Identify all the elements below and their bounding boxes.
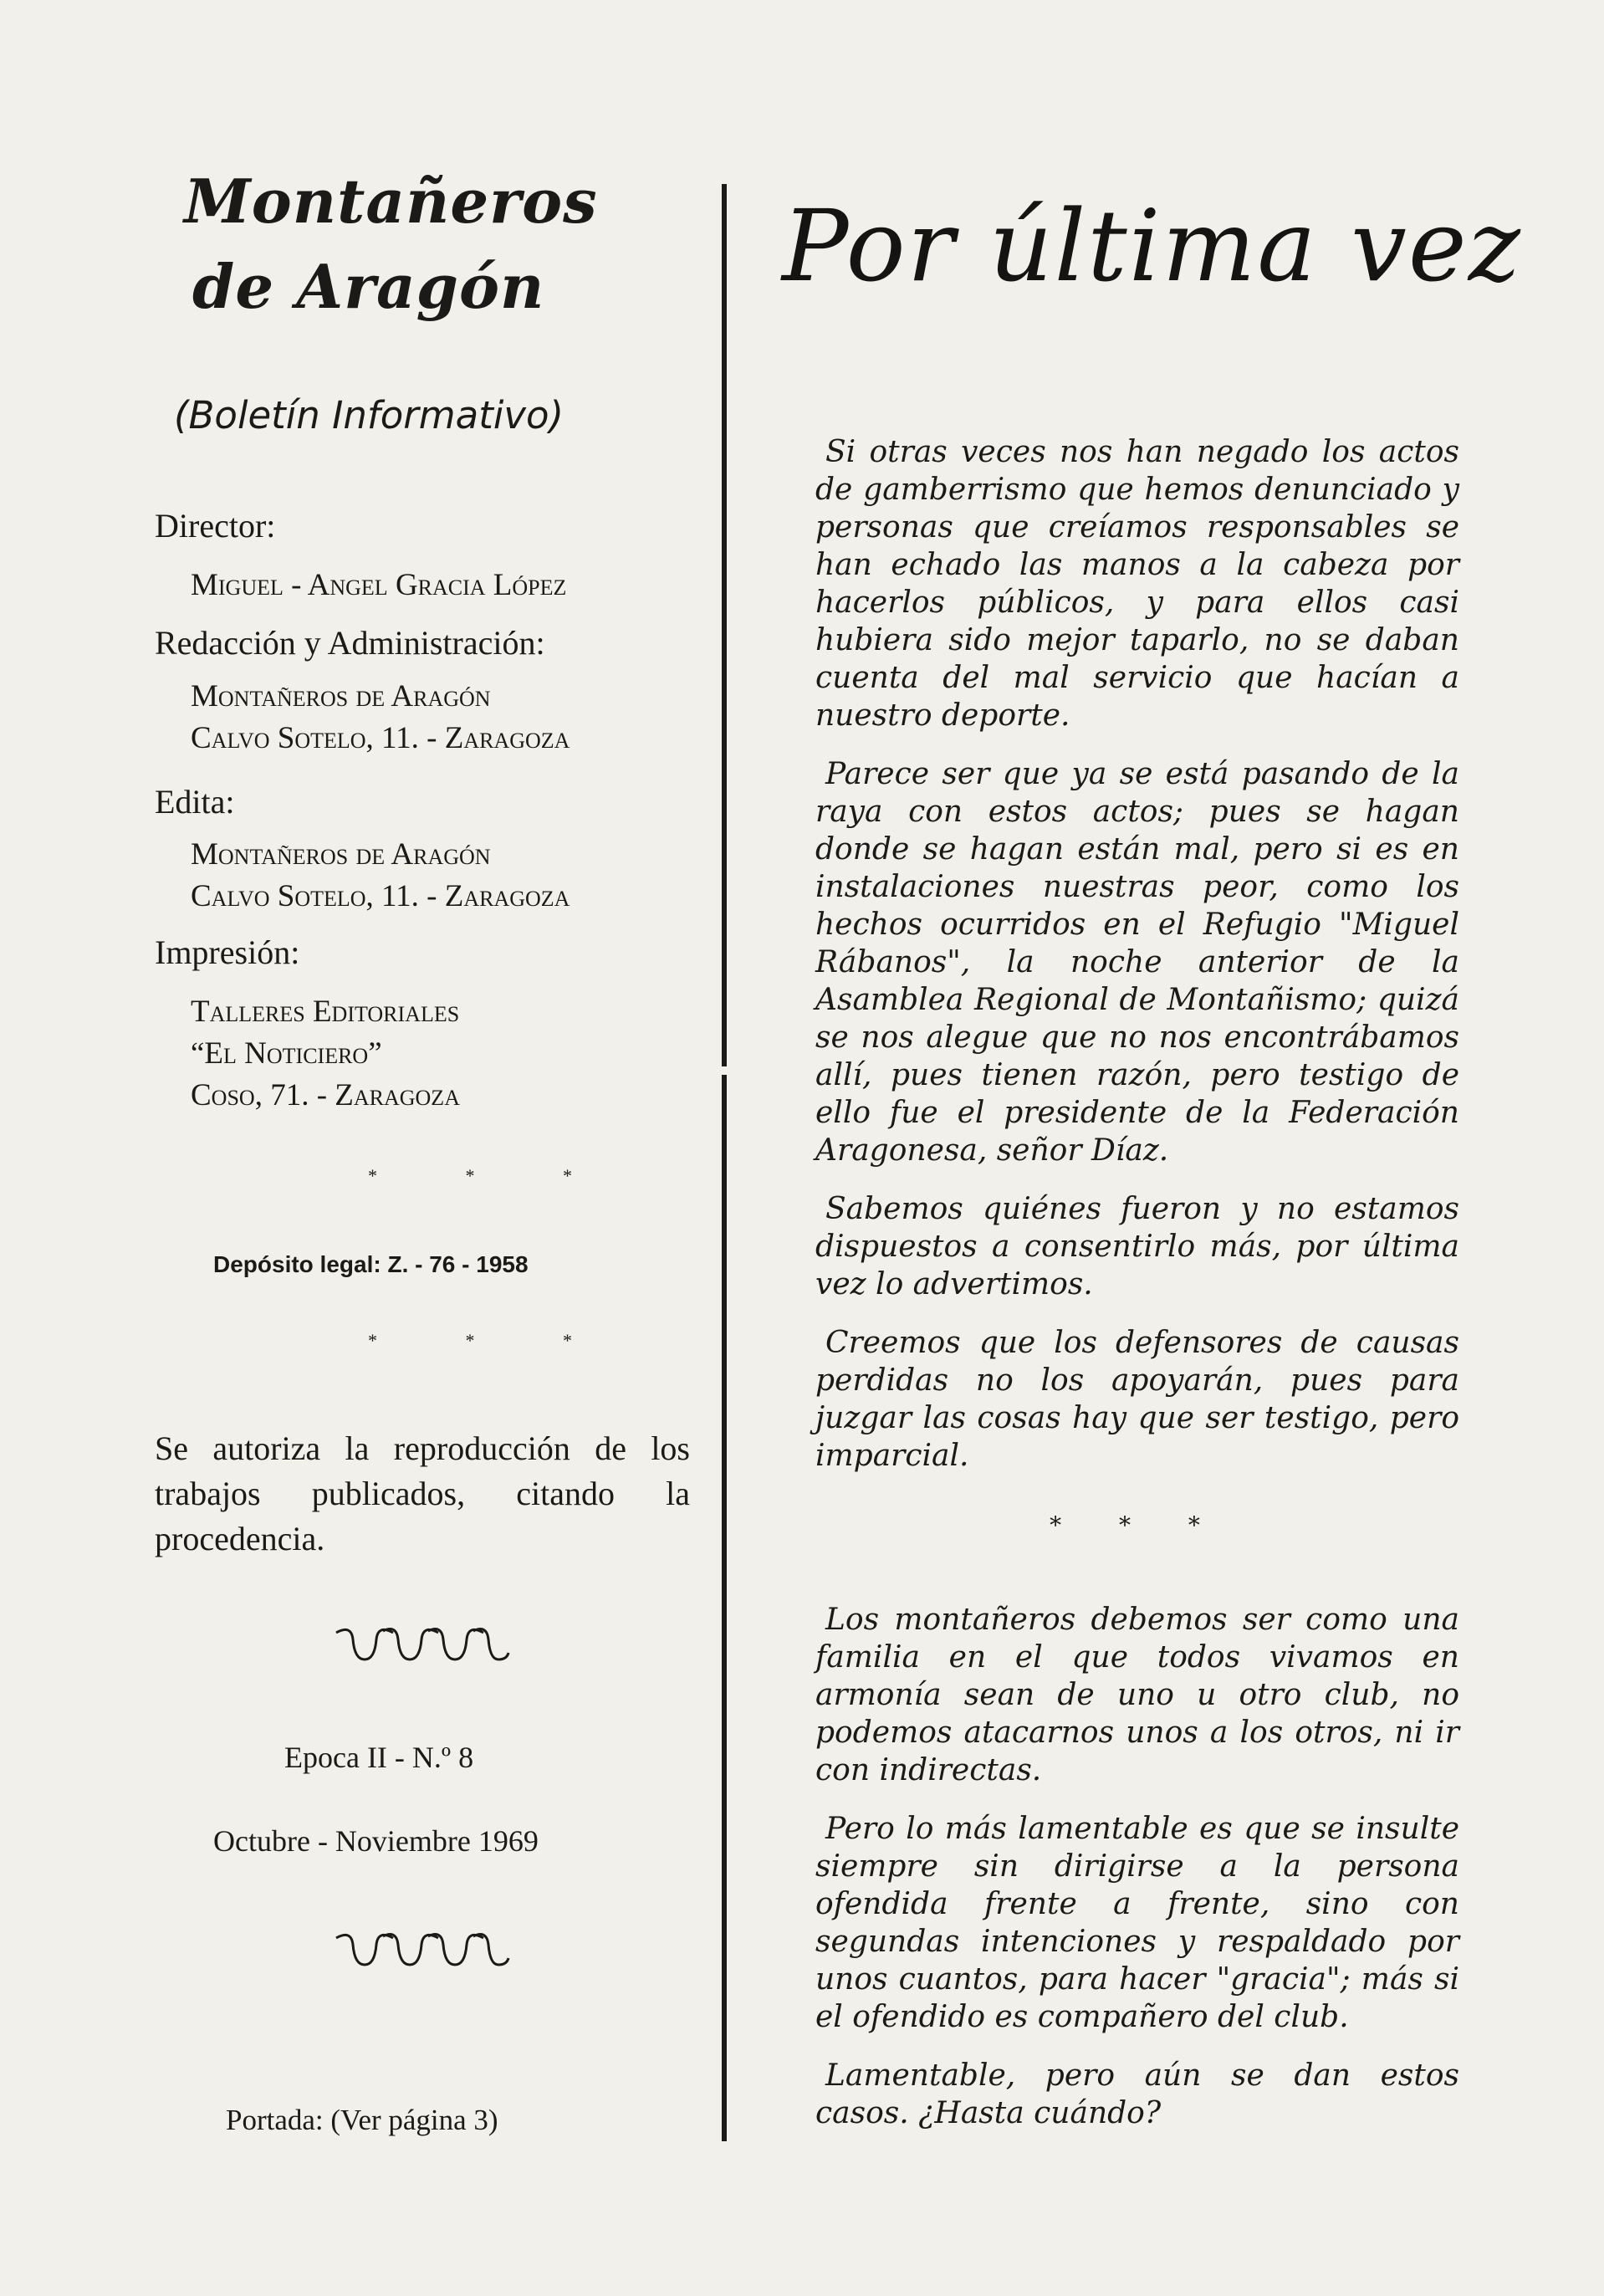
cover-note: Portada: (Ver página 3) — [226, 2104, 498, 2136]
article-body — [815, 433, 1459, 2153]
column-divider-bottom — [722, 1075, 727, 2141]
edita-label: Edita: — [155, 783, 235, 821]
reproduction-notice: Se autoriza la reproducción de los trabajos publicados, citando la procedencia. — [155, 1429, 690, 1557]
director-name: Miguel - Angel Gracia López — [191, 568, 567, 602]
article-paragraph: Sabemos quiénes fueron y no estamos dispuestos a consentirlo más, por última vez lo advertimos. — [815, 1192, 1459, 1301]
article-paragraph: Pero lo más lamentable es que se insulte siempre sin dirigirse a la persona ofendida frente a frente, sino con segundas intenciones y respaldado por unos cuantos, para hacer "gracia"; más si el ofendido es compañero del club. — [815, 1812, 1459, 2034]
director-label: Director: — [155, 507, 276, 545]
redaccion-address: Calvo Sotelo, 11. - Zaragoza — [191, 721, 570, 755]
article-separator: * * * — [1050, 1511, 1225, 1539]
ornament-divider-2 — [335, 1928, 510, 1970]
article-paragraph: Lamentable, pero aún se dan estos casos. ¿Hasta cuándo? — [815, 2058, 1459, 2130]
deposito-legal: Depósito legal: Z. - 76 - 1958 — [213, 1251, 529, 1277]
article-paragraph: Los montañeros debemos ser como una familia en el que todos vivamos en armonía sean de uno u otro club, no podemos atacarnos unos a los otros, ni ir con indirectas. — [815, 1603, 1459, 1787]
edita-name: Montañeros de Aragón — [191, 837, 491, 872]
masthead-line-1: Montañeros — [184, 166, 598, 237]
masthead-title — [184, 159, 702, 330]
issue-date: Octubre - Noviembre 1969 — [213, 1824, 539, 1858]
issue-epoca: Epoca II - N.º 8 — [284, 1741, 474, 1774]
article-paragraph: Creemos que los defensores de causas perdidas no los apoyarán, pues para juzgar las cosas hay que ser testigo, pero imparcial. — [815, 1326, 1459, 1473]
ornament-divider-1 — [335, 1623, 510, 1664]
article-paragraph: Parece ser que ya se está pasando de la raya con estos actos; pues se hagan donde se hagan están mal, pero si es en instalaciones nuestras peor, como los hechos ocurridos en el Refugio "Miguel Rábanos", la noche anterior de la Asamblea Regional de Montañismo; quizá se nos alegue que no nos encontrábamos allí, pues tienen razón, pero testigo de ello fue el presidente de la Federación Aragonesa, señor Díaz. — [815, 757, 1459, 1168]
edita-address: Calvo Sotelo, 11. - Zaragoza — [191, 879, 570, 913]
masthead-line-2: de Aragón — [192, 251, 545, 322]
redaccion-name: Montañeros de Aragón — [191, 679, 491, 713]
separator-stars-1: * * * — [368, 1165, 614, 1186]
separator-stars-2: * * * — [368, 1330, 614, 1351]
masthead-subtitle: (Boletín Informativo) — [174, 393, 564, 437]
impresion-name: Talleres Editoriales — [191, 995, 460, 1029]
impresion-label: Impresión: — [155, 933, 300, 971]
column-divider-top — [722, 184, 727, 1066]
impresion-address: Coso, 71. - Zaragoza — [191, 1078, 460, 1112]
article-paragraph: Si otras veces nos han negado los actos de gamberrismo que hemos denunciado y personas que creíamos responsables se han echado las manos a la cabeza por hacerlos públicos, y para ellos casi hubiera sido mejor taparlo, no se daban cuenta del mal servicio que hacían a nuestro deporte. — [815, 435, 1459, 733]
impresion-name-2: “El Noticiero” — [191, 1036, 382, 1071]
article-title: Por última vez — [782, 188, 1522, 304]
redaccion-label: Redacción y Administración: — [155, 624, 545, 662]
